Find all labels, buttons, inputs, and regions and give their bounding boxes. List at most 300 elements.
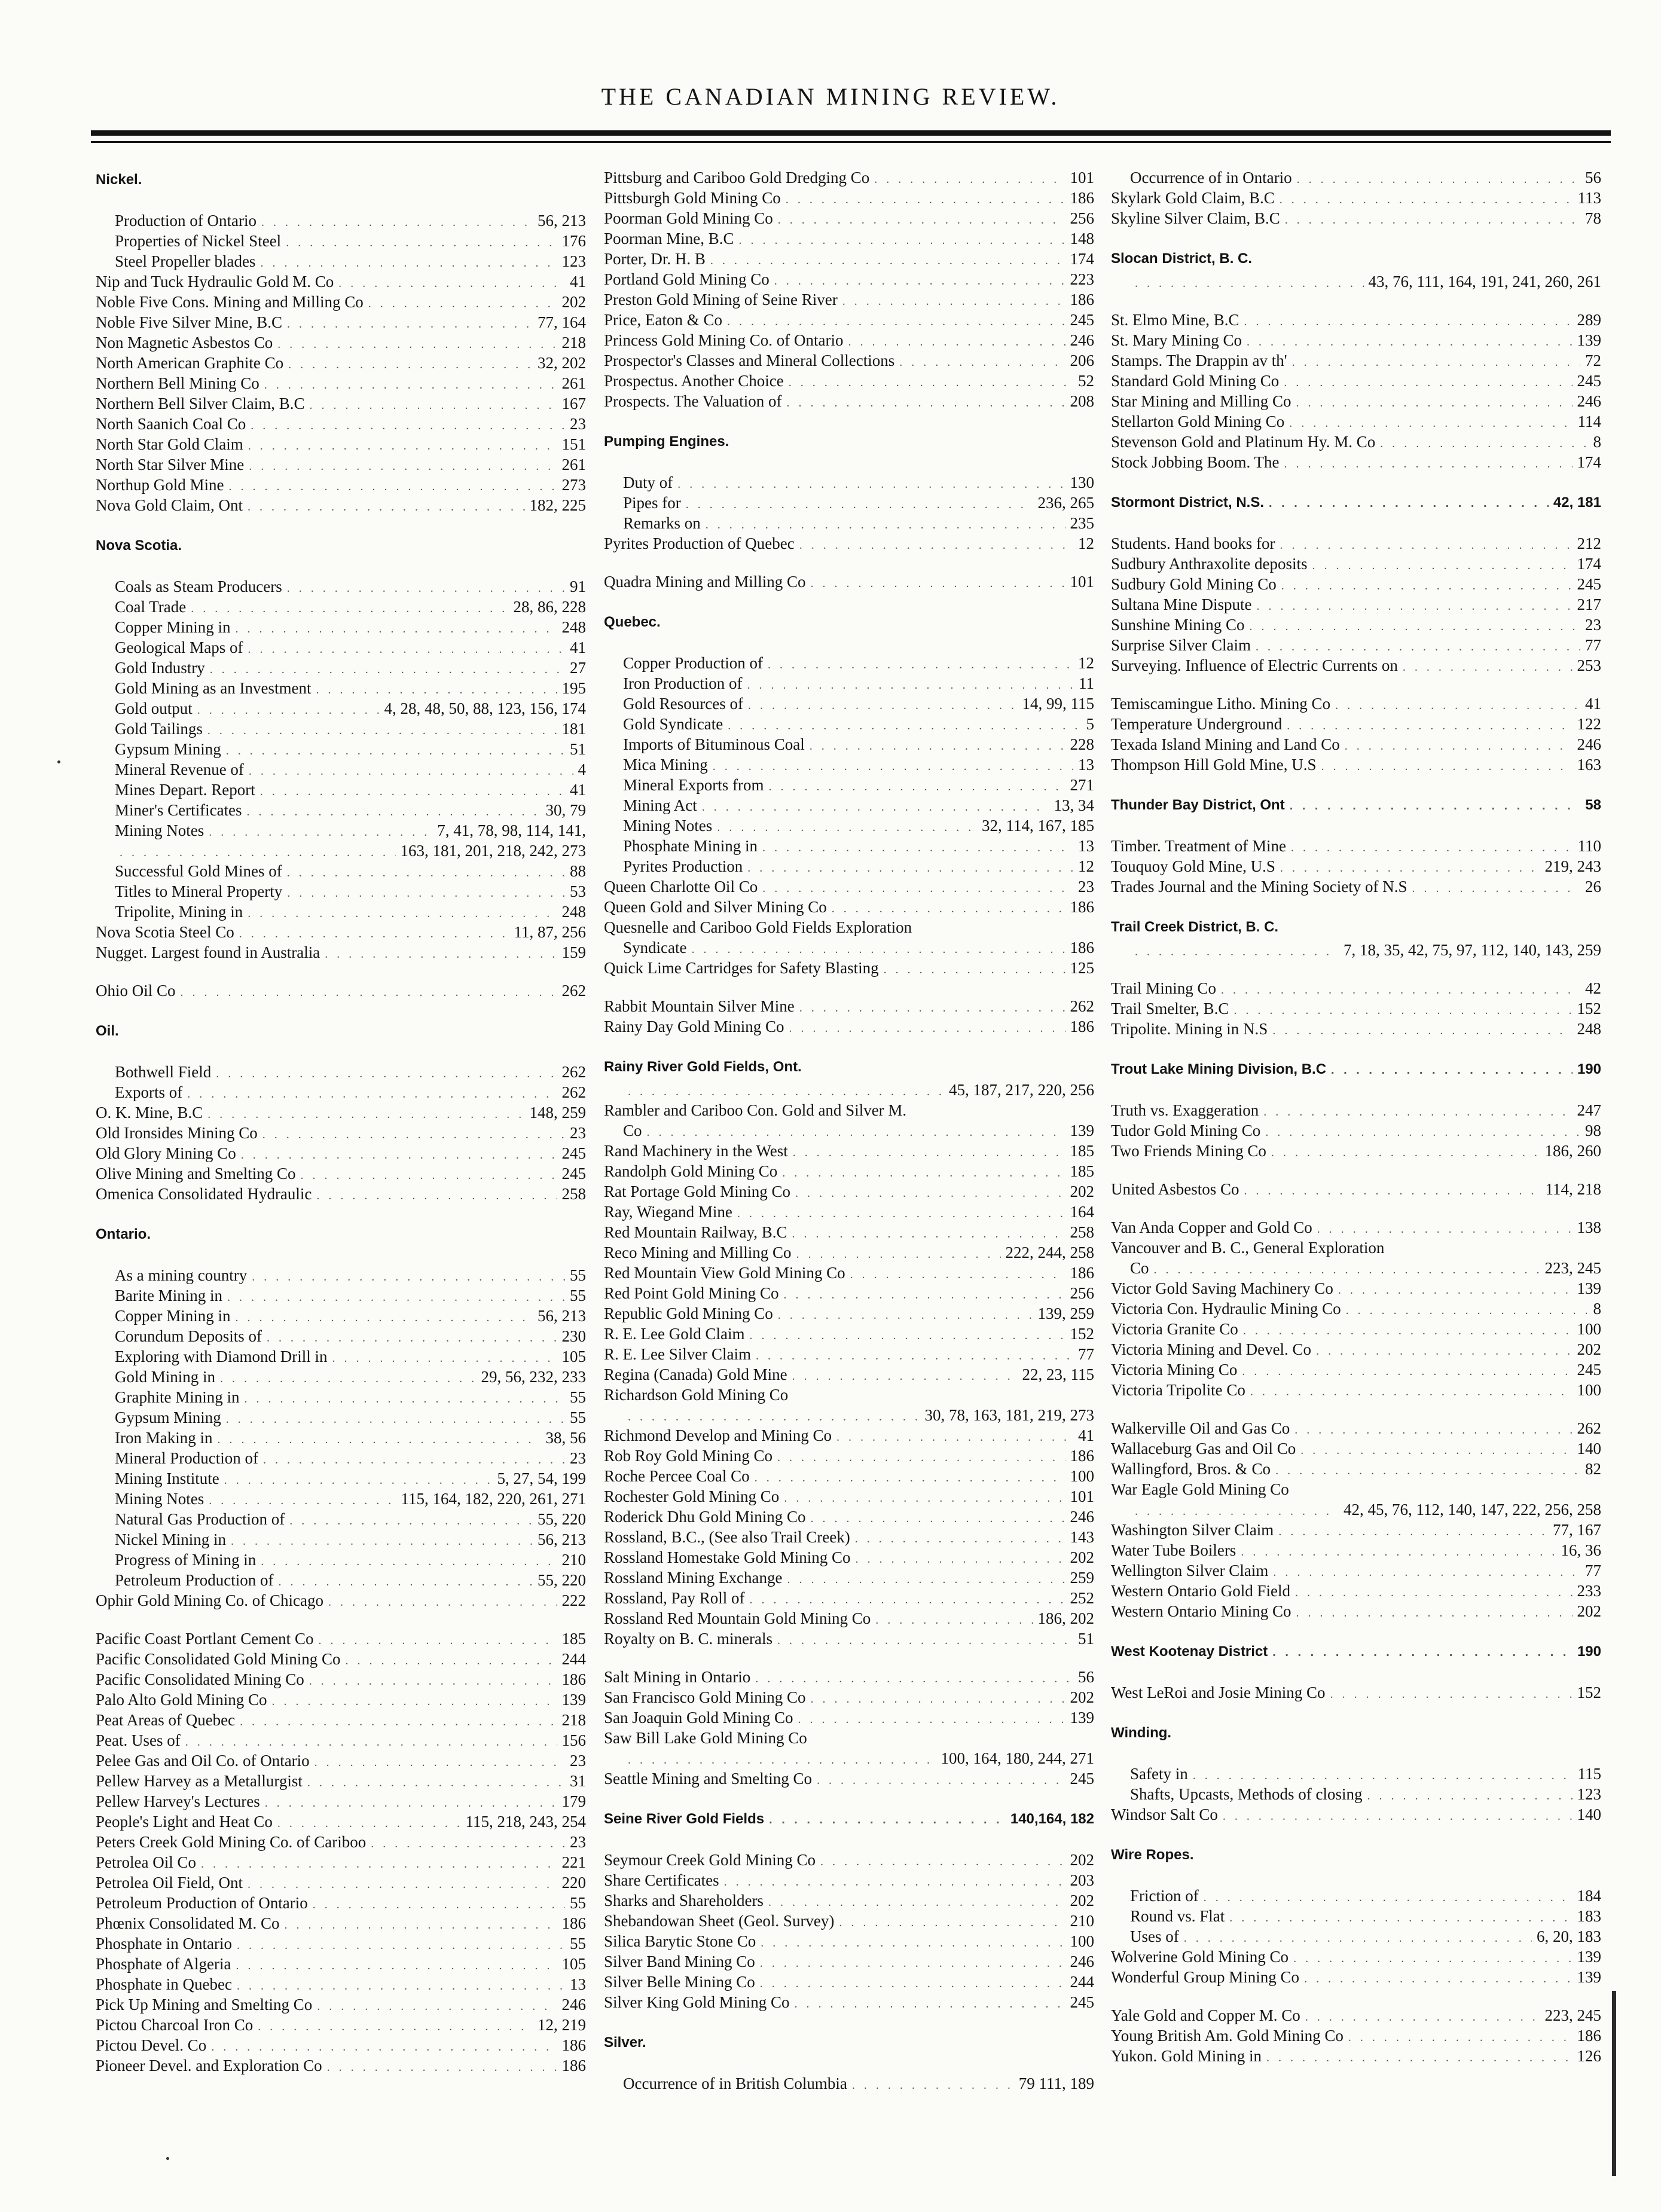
entry-pages: 206 (1070, 352, 1094, 369)
index-entry (1111, 734, 1601, 754)
entry-pages: 273 (561, 476, 586, 494)
entry-pages: 42, 181 (1553, 494, 1601, 511)
entry-pages: 186, 202 (1037, 1609, 1094, 1627)
index-subentry (1111, 1886, 1601, 1906)
entry-pages: 79 111, 189 (1018, 2074, 1094, 2092)
entry-label: San Joaquin Gold Mining Co (604, 1709, 793, 1727)
entry-spacer (96, 1204, 586, 1222)
entry-pages: 139 (1577, 1968, 1601, 1986)
entry-pages: 220 (561, 1874, 586, 1892)
index-heading (604, 2030, 1094, 2055)
index-entry (1111, 1418, 1601, 1438)
entry-pages: 262 (561, 1063, 586, 1081)
entry-pages: 11, 87, 256 (514, 923, 586, 941)
index-heading (604, 1055, 1094, 1080)
entry-label: Roderick Dhu Gold Mining Co (604, 1508, 806, 1526)
entry-label: Copper Mining in (115, 618, 231, 636)
index-entry (96, 1649, 586, 1669)
dot-leader (811, 1689, 1065, 1707)
dot-leader (749, 1325, 1065, 1344)
index-entry (604, 269, 1094, 289)
dot-leader (248, 639, 565, 658)
entry-pages: 23 (570, 1449, 586, 1467)
dot-leader (1275, 1461, 1580, 1479)
entry-label: Phœnix Consolidated M. Co (96, 1914, 280, 1932)
entry-pages: 29, 56, 232, 233 (481, 1368, 586, 1386)
entry-label: Rochester Gold Mining Co (604, 1487, 780, 1505)
entry-label: Victoria Mining and Devel. Co (1111, 1340, 1312, 1358)
entry-label: Rainy Day Gold Mining Co (604, 1018, 784, 1035)
entry-label: Pictou Charcoal Iron Co (96, 2016, 254, 2034)
index-heading (1111, 1057, 1601, 1082)
entry-pages: 246 (1070, 1953, 1094, 1970)
entry-pages: 125 (1070, 959, 1094, 977)
dot-leader (647, 1122, 1065, 1141)
entry-label: Bothwell Field (115, 1063, 212, 1081)
index-entry (96, 1710, 586, 1730)
entry-label: Successful Gold Mines of (115, 862, 282, 880)
entry-label: Silver. (604, 2034, 646, 2051)
index-subentry (1111, 1906, 1601, 1926)
entry-pages: 186 (561, 2057, 586, 2074)
entry-pages: 252 (1070, 1589, 1094, 1607)
index-entry (604, 1992, 1094, 2012)
entry-pages: 88 (570, 862, 586, 880)
entry-label: Windsor Salt Co (1111, 1805, 1218, 1823)
entry-pages: 163 (1577, 756, 1601, 774)
index-entry (1111, 1438, 1601, 1459)
index-entry (96, 1184, 586, 1204)
entry-spacer (1111, 1746, 1601, 1764)
index-entry (604, 1242, 1094, 1263)
dot-leader (191, 598, 508, 617)
entry-label: Yukon. Gold Mining in (1111, 2047, 1262, 2065)
entry-pages: 42, 45, 76, 112, 140, 147, 222, 256, 258 (1344, 1501, 1601, 1519)
index-continuation (604, 937, 1094, 958)
entry-pages: 101 (1070, 1487, 1094, 1505)
dot-leader (793, 1142, 1065, 1161)
entry-pages: 244 (1070, 1973, 1094, 1991)
index-continuation (1111, 940, 1601, 960)
index-subentry (604, 836, 1094, 856)
dot-leader (842, 291, 1065, 310)
entry-pages: 217 (1577, 595, 1601, 613)
dot-leader (1135, 1501, 1339, 1520)
entry-pages: 30, 79 (545, 801, 586, 819)
dot-leader (839, 1912, 1065, 1931)
dot-leader (247, 802, 541, 820)
entry-label: Peat Areas of Quebec (96, 1711, 236, 1729)
index-entry (1111, 1601, 1601, 1621)
index-entry (1111, 371, 1601, 391)
dot-leader (236, 619, 557, 637)
dot-leader (739, 230, 1065, 249)
entry-pages: 258 (1070, 1223, 1094, 1241)
entry-spacer (1111, 1664, 1601, 1682)
dot-leader (236, 1956, 557, 1974)
index-heading (1111, 1721, 1601, 1746)
entry-spacer (96, 193, 586, 210)
entry-label: Nip and Tuck Hydraulic Gold M. Co (96, 273, 334, 291)
entry-label: Pacific Consolidated Mining Co (96, 1670, 304, 1688)
dot-leader (1273, 1562, 1580, 1581)
dot-leader (769, 1807, 1006, 1832)
entry-pages: 174 (1070, 250, 1094, 268)
index-entry (604, 1181, 1094, 1202)
index-column-3 (1111, 167, 1601, 2066)
entry-pages: 13 (570, 1975, 586, 1993)
dot-leader (220, 1368, 476, 1387)
index-entry (1111, 615, 1601, 635)
index-heading (96, 167, 586, 193)
index-column-2 (604, 167, 1094, 2094)
dot-leader (318, 1630, 557, 1649)
dot-leader (1256, 637, 1580, 655)
entry-label: Mining Notes (115, 821, 204, 839)
entry-label: Pelee Gas and Oil Co. of Ontario (96, 1752, 310, 1770)
dot-leader (850, 1264, 1065, 1283)
index-entry (604, 310, 1094, 330)
index-entry (96, 1730, 586, 1750)
index-entry (604, 208, 1094, 228)
entry-label: Pacific Coast Portlant Cement Co (96, 1630, 314, 1648)
entry-pages: 208 (1070, 392, 1094, 410)
entry-spacer (604, 1789, 1094, 1807)
entry-label: O. K. Mine, B.C (96, 1104, 203, 1122)
dot-leader (185, 1732, 557, 1750)
dot-leader (628, 1750, 936, 1768)
entry-label: Rambler and Cariboo Con. Gold and Silver M. (604, 1101, 907, 1119)
dot-leader (1292, 352, 1580, 371)
entry-pages: 53 (570, 882, 586, 900)
dot-leader (768, 655, 1073, 673)
entry-pages: 5, 27, 54, 199 (497, 1469, 586, 1487)
dot-leader (313, 1895, 565, 1913)
entry-label: Remarks on (623, 514, 701, 532)
entry-pages: 100 (1070, 1932, 1094, 1950)
entry-label: Washington Silver Claim (1111, 1521, 1274, 1539)
index-entry (604, 1466, 1094, 1486)
dot-leader (832, 899, 1065, 917)
dot-leader (1300, 1440, 1572, 1459)
entry-label: Phosphate in Ontario (96, 1935, 232, 1953)
entry-pages: 151 (561, 435, 586, 453)
index-entry (604, 1707, 1094, 1728)
header-rule-thick (91, 130, 1611, 136)
index-entry (1111, 1560, 1601, 1581)
entry-label: Silver King Gold Mining Co (604, 1993, 790, 2011)
index-entry (604, 876, 1094, 897)
entry-pages: 100 (1577, 1320, 1601, 1338)
dot-leader (899, 352, 1065, 371)
entry-label: Northern Bell Mining Co (96, 374, 259, 392)
entry-pages: 16, 36 (1561, 1541, 1601, 1559)
index-continuation (1111, 1499, 1601, 1520)
index-entry (604, 1344, 1094, 1364)
index-entry (96, 980, 586, 1001)
index-subentry (96, 251, 586, 271)
dot-leader (799, 535, 1073, 554)
entry-pages: 56, 213 (538, 1530, 586, 1548)
index-entry (604, 1608, 1094, 1629)
entry-pages: 235 (1070, 514, 1094, 532)
index-entry (96, 1669, 586, 1689)
entry-label: Regina (Canada) Gold Mine (604, 1365, 787, 1383)
index-heading (604, 1807, 1094, 1832)
index-entry (604, 1425, 1094, 1446)
entry-label: Princess Gold Mining Co. of Ontario (604, 331, 844, 349)
index-entry (1111, 432, 1601, 452)
dot-leader (209, 1490, 396, 1509)
entry-label: Production of Ontario (115, 212, 257, 230)
entry-label: Tripolite. Mining in N.S (1111, 1020, 1268, 1038)
entry-pages: 186 (1070, 189, 1094, 207)
entry-spacer (96, 1611, 586, 1629)
dot-leader (782, 1163, 1065, 1181)
entry-label: Mineral Production of (115, 1449, 258, 1467)
entry-label: Gold Resources of (623, 695, 743, 713)
index-subentry (96, 1082, 586, 1102)
entry-label: Natural Gas Production of (115, 1510, 285, 1528)
index-entry (1111, 411, 1601, 432)
index-entry (1111, 2005, 1601, 2025)
entry-label: R. E. Lee Silver Claim (604, 1345, 751, 1363)
entry-pages: 100 (1070, 1467, 1094, 1485)
dot-leader (1305, 2007, 1540, 2025)
entry-label: Ohio Oil Co (96, 982, 176, 1000)
index-entry (604, 1222, 1094, 1242)
index-heading (604, 429, 1094, 454)
index-entry (604, 1870, 1094, 1890)
entry-pages: 58 (1585, 797, 1601, 813)
entry-pages: 184 (1577, 1887, 1601, 1905)
index-entry (1111, 836, 1601, 856)
entry-label: Quesnelle and Cariboo Gold Fields Exploration (604, 918, 912, 936)
dot-leader (261, 1551, 557, 1570)
entry-pages: 202 (1070, 1892, 1094, 1909)
dot-leader (628, 1081, 944, 1100)
entry-label: Salt Mining in Ontario (604, 1668, 751, 1686)
entry-label: Imports of Bituminous Coal (623, 735, 805, 753)
index-entry (1111, 1100, 1601, 1120)
dot-leader (187, 1084, 557, 1102)
entry-pages: 262 (561, 1083, 586, 1101)
dot-leader (774, 271, 1065, 289)
dot-leader (848, 332, 1065, 350)
entry-label: United Asbestos Co (1111, 1180, 1239, 1198)
dot-leader (207, 1104, 524, 1123)
index-subentry (96, 902, 586, 922)
index-entry (96, 1933, 586, 1954)
entry-label: Queen Gold and Silver Mining Co (604, 898, 827, 916)
entry-label: Rat Portage Gold Mining Co (604, 1183, 790, 1200)
index-continuation (1111, 271, 1601, 292)
entry-label: Silica Barytic Stone Co (604, 1932, 756, 1950)
entry-label: Prospectus. Another Choice (604, 372, 784, 390)
entry-label: Slocan District, B. C. (1111, 250, 1253, 267)
index-entry (1111, 1339, 1601, 1359)
entry-pages: 245 (1577, 372, 1601, 390)
entry-label: Timber. Treatment of Mine (1111, 837, 1287, 855)
dot-leader (1291, 838, 1573, 856)
index-continuation (96, 841, 586, 861)
index-entry (604, 1547, 1094, 1568)
index-entry (1111, 1319, 1601, 1339)
entry-label: Miner's Certificates (115, 801, 242, 819)
index-entry (96, 1852, 586, 1872)
index-entry (604, 391, 1094, 411)
index-subentry (96, 881, 586, 902)
entry-pages: 32, 114, 167, 185 (982, 817, 1094, 835)
entry-pages: 27 (570, 659, 586, 677)
entry-pages: 41 (570, 638, 586, 656)
index-entry (1111, 2046, 1601, 2066)
entry-pages: 41 (570, 273, 586, 291)
entry-pages: 13, 34 (1054, 796, 1094, 814)
entry-label: Truth vs. Exaggeration (1111, 1101, 1259, 1119)
entry-label: Peat. Uses of (96, 1731, 181, 1749)
entry-spacer (1111, 897, 1601, 915)
index-entry (96, 1994, 586, 2015)
dot-leader (1285, 210, 1580, 228)
entry-label: Thunder Bay District, Ont (1111, 797, 1285, 813)
entry-label: Mineral Exports from (623, 776, 764, 794)
index-subentry (96, 1407, 586, 1428)
dot-leader (277, 334, 557, 353)
entry-pages: 181 (561, 720, 586, 738)
entry-pages: 230 (561, 1327, 586, 1345)
dot-leader (1331, 1058, 1573, 1082)
entry-label: Seattle Mining and Smelting Co (604, 1770, 812, 1788)
dot-leader (301, 1165, 557, 1184)
entry-label: Pittsburgh Gold Mining Co (604, 189, 781, 207)
entry-label: Stormont District, N.S. (1111, 494, 1265, 511)
entry-pages: 115, 164, 182, 220, 261, 271 (401, 1490, 586, 1508)
dot-leader (760, 1973, 1065, 1992)
entry-pages: 55, 220 (538, 1571, 586, 1589)
dot-leader (309, 395, 557, 414)
dot-leader (262, 1125, 565, 1143)
entry-spacer (604, 2012, 1094, 2030)
index-entry (96, 454, 586, 475)
entry-spacer (1111, 676, 1601, 693)
entry-label: Silver Belle Mining Co (604, 1973, 755, 1991)
entry-pages: 12 (1078, 534, 1094, 552)
dot-leader (792, 1224, 1065, 1242)
entry-label: Gold Tailings (115, 720, 203, 738)
entry-label: Olive Mining and Smelting Co (96, 1165, 296, 1183)
entry-pages: 31 (570, 1772, 586, 1790)
dot-leader (875, 1610, 1033, 1629)
index-entry (96, 373, 586, 393)
entry-label: Iron Making in (115, 1429, 213, 1447)
entry-pages: 139 (1577, 1948, 1601, 1966)
entry-pages: 202 (561, 293, 586, 311)
dot-leader (756, 1346, 1073, 1364)
dot-leader (836, 1427, 1073, 1446)
entry-pages: 174 (1577, 555, 1601, 573)
dot-leader (1296, 393, 1573, 411)
entry-label: Trail Mining Co (1111, 979, 1217, 997)
entry-pages: 256 (1070, 209, 1094, 227)
entry-pages: 202 (1070, 1688, 1094, 1706)
entry-label: Gypsum Mining (115, 740, 221, 758)
entry-spacer (1111, 1161, 1601, 1179)
index-entry (1111, 1278, 1601, 1299)
index-subentry (604, 693, 1094, 714)
entry-label: Nova Gold Claim, Ont (96, 496, 243, 514)
index-subentry (96, 1570, 586, 1590)
entry-pages: 186 (1577, 2027, 1601, 2045)
dot-leader (768, 777, 1065, 795)
entry-pages: 23 (1078, 878, 1094, 896)
entry-label: As a mining country (115, 1266, 248, 1284)
entry-pages: 164 (1070, 1203, 1094, 1221)
entry-label: Western Ontario Mining Co (1111, 1602, 1291, 1620)
entry-pages: 246 (1577, 735, 1601, 753)
index-entry (96, 1771, 586, 1791)
index-entry (604, 1141, 1094, 1161)
dot-leader (1321, 756, 1573, 775)
index-heading (1111, 490, 1601, 515)
dot-leader (1271, 1142, 1540, 1161)
index-entry (1111, 754, 1601, 775)
index-entry (1111, 1299, 1601, 1319)
entry-pages: 258 (561, 1185, 586, 1203)
index-subentry (1111, 1764, 1601, 1784)
entry-label: Tripolite, Mining in (115, 903, 243, 921)
index-entry (96, 353, 586, 373)
entry-label: Shafts, Upcasts, Methods of closing (1130, 1785, 1363, 1803)
entry-label: Winding. (1111, 1725, 1172, 1741)
index-entry (1111, 554, 1601, 574)
entry-label: Young British Am. Gold Mining Co (1111, 2027, 1344, 2045)
index-continuation (604, 1748, 1094, 1768)
entry-pages: 30, 78, 163, 181, 219, 273 (924, 1406, 1094, 1424)
entry-pages: 245 (1577, 1361, 1601, 1379)
dot-leader (1244, 1181, 1541, 1199)
entry-label: Trail Creek District, B. C. (1111, 919, 1279, 935)
dot-leader (309, 1671, 557, 1689)
entry-label: Trout Lake Mining Division, B.C (1111, 1061, 1327, 1077)
index-entry (1111, 1238, 1601, 1258)
entry-spacer (96, 1044, 586, 1062)
index-entry (604, 1507, 1094, 1527)
entry-pages: 248 (1577, 1020, 1601, 1038)
entry-label: Western Ontario Gold Field (1111, 1582, 1291, 1600)
entry-label: Prospector's Classes and Mineral Collections (604, 352, 895, 369)
entry-pages: 130 (1070, 473, 1094, 491)
entry-label: Star Mining and Milling Co (1111, 392, 1291, 410)
dot-leader (1338, 1280, 1573, 1299)
dot-leader (691, 939, 1065, 958)
dot-leader (717, 817, 977, 836)
index-subentry (96, 678, 586, 698)
entry-pages: 203 (1070, 1871, 1094, 1889)
entry-label: Victoria Tripolite Co (1111, 1381, 1245, 1399)
dot-leader (226, 1409, 565, 1428)
entry-spacer (1111, 292, 1601, 310)
entry-spacer (1111, 1199, 1601, 1217)
dot-leader (1250, 1382, 1573, 1400)
index-entry (1111, 350, 1601, 371)
index-subentry (604, 2073, 1094, 2094)
entry-label: Peters Creek Gold Mining Co. of Cariboo (96, 1833, 367, 1851)
entry-pages: 245 (1070, 1770, 1094, 1788)
entry-pages: 126 (1577, 2047, 1601, 2065)
index-subentry (96, 210, 586, 231)
dot-leader (796, 1244, 1001, 1263)
